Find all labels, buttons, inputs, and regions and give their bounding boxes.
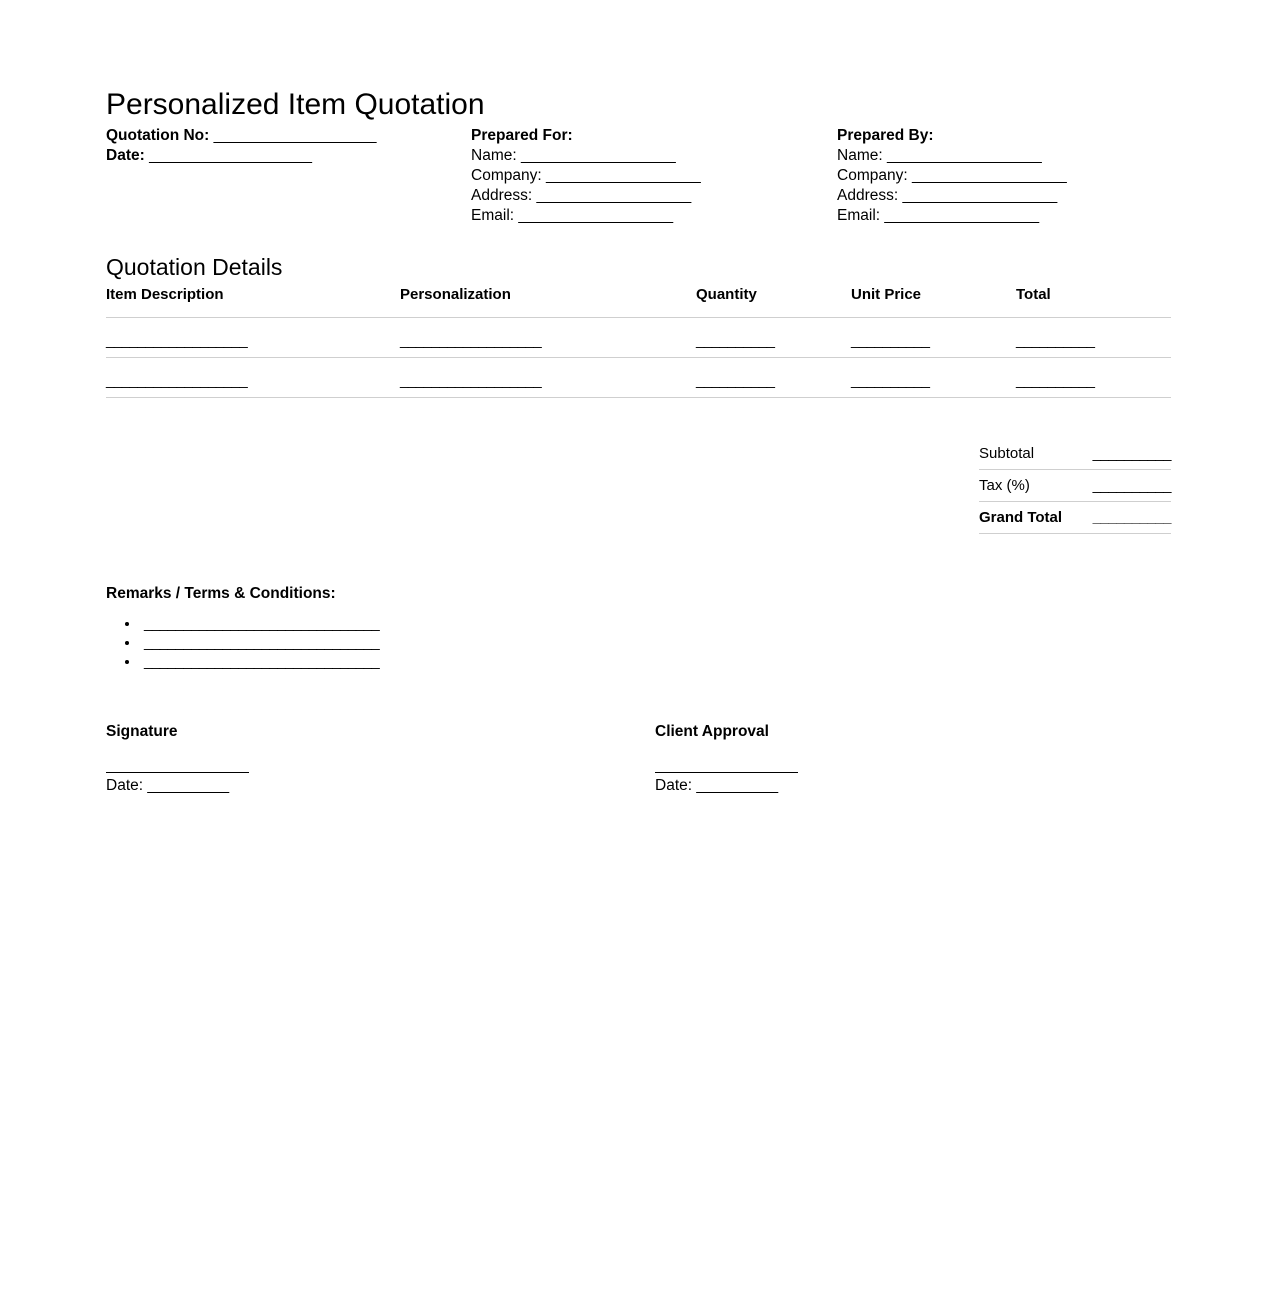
totals-label-tax: Tax (%) [979,470,1078,502]
cell-unit-price[interactable]: __________ [851,318,1016,358]
quotation-no-line [106,126,376,146]
totals-value-tax[interactable]: __________ [1078,470,1171,502]
cell-total[interactable]: __________ [1016,358,1171,398]
prepared-by-name-label: Name: [837,147,883,164]
totals-value-grand-total[interactable]: __________ [1078,502,1171,534]
prepared-by-company-label: Company: [837,167,908,184]
column-header-unit-price: Unit Price [851,286,1016,318]
signature-line[interactable] [106,772,249,773]
cell-quantity[interactable]: __________ [696,318,851,358]
quotation-no-label: Quotation No: [106,127,210,144]
prepared-by-email-label: Email: [837,207,881,224]
column-header-personalization: Personalization [400,286,696,318]
list-item[interactable]: • ______________________________ [140,633,379,652]
signature-block [106,722,249,796]
section-heading-quotation-details: Quotation Details [106,254,283,281]
totals-label-grand-total: Grand Total [979,502,1078,534]
items-table-header-row [106,286,1171,318]
cell-quantity[interactable]: __________ [696,358,851,398]
quotation-date-label: Date: [106,147,145,164]
prepared-by-address-label: Address: [837,187,899,204]
prepared-by-address-field[interactable]: ___________________ [902,187,1057,204]
client-approval-date-field[interactable]: __________ [696,777,778,794]
signature-date-field[interactable]: __________ [147,777,229,794]
prepared-for-name-label: Name: [471,147,517,164]
prepared-for-block [471,126,700,226]
prepared-by-name-line [837,146,1066,166]
remarks-heading: Remarks / Terms & Conditions: [106,585,336,602]
prepared-for-name-field[interactable]: ___________________ [520,147,676,164]
quotation-items-table [106,286,1171,398]
prepared-by-heading: Prepared By: [837,127,934,144]
cell-personalization[interactable]: __________________ [400,358,696,398]
list-item[interactable]: • ______________________________ [140,614,379,633]
prepared-by-address-line [837,186,1066,206]
prepared-for-heading: Prepared For: [471,127,573,144]
totals-value-subtotal[interactable]: __________ [1078,438,1171,470]
client-approval-block [655,722,798,796]
quotation-date-line [106,146,376,166]
cell-personalization[interactable]: __________________ [400,318,696,358]
totals-row-subtotal [979,438,1171,470]
remarks-list [106,614,379,671]
quotation-date-field[interactable]: ____________________ [149,147,312,164]
totals-label-subtotal: Subtotal [979,438,1078,470]
table-row [106,358,1171,398]
cell-unit-price[interactable]: __________ [851,358,1016,398]
cell-total[interactable]: __________ [1016,318,1171,358]
prepared-by-name-field[interactable]: ___________________ [886,147,1042,164]
items-table-head [106,286,1171,318]
prepared-for-company-field[interactable]: ___________________ [545,167,701,184]
prepared-by-email-line [837,206,1066,226]
client-approval-date-label: Date: [655,777,693,794]
totals-row-grand-total [979,502,1171,534]
prepared-by-company-line [837,166,1066,186]
prepared-for-company-label: Company: [471,167,542,184]
client-approval-signature-line[interactable] [655,772,798,773]
prepared-by-block [837,126,1066,226]
client-approval-title: Client Approval [655,723,769,740]
cell-item-description[interactable]: __________________ [106,318,400,358]
prepared-for-email-field[interactable]: ___________________ [518,207,673,224]
items-table-body [106,318,1171,398]
signature-date-label: Date: [106,777,144,794]
quotation-meta-block [106,126,376,166]
column-header-item-description: Item Description [106,286,400,318]
client-approval-date-line [655,776,798,796]
totals-table-body [979,438,1171,534]
prepared-for-company-line [471,166,700,186]
column-header-total: Total [1016,286,1171,318]
prepared-for-address-field[interactable]: ___________________ [536,187,691,204]
signature-date-line [106,776,249,796]
totals-table [979,438,1171,534]
list-item[interactable]: • ______________________________ [140,652,379,671]
prepared-for-email-line [471,206,700,226]
table-row [106,318,1171,358]
signature-title: Signature [106,723,178,740]
prepared-for-name-line [471,146,700,166]
prepared-by-email-field[interactable]: ___________________ [884,207,1039,224]
column-header-quantity: Quantity [696,286,851,318]
totals-row-tax [979,470,1171,502]
prepared-for-address-label: Address: [471,187,533,204]
cell-item-description[interactable]: __________________ [106,358,400,398]
quotation-no-field[interactable]: ____________________ [213,127,377,144]
prepared-for-address-line [471,186,700,206]
page-title: Personalized Item Quotation [106,88,485,122]
prepared-by-company-field[interactable]: ___________________ [911,167,1067,184]
prepared-for-email-label: Email: [471,207,515,224]
